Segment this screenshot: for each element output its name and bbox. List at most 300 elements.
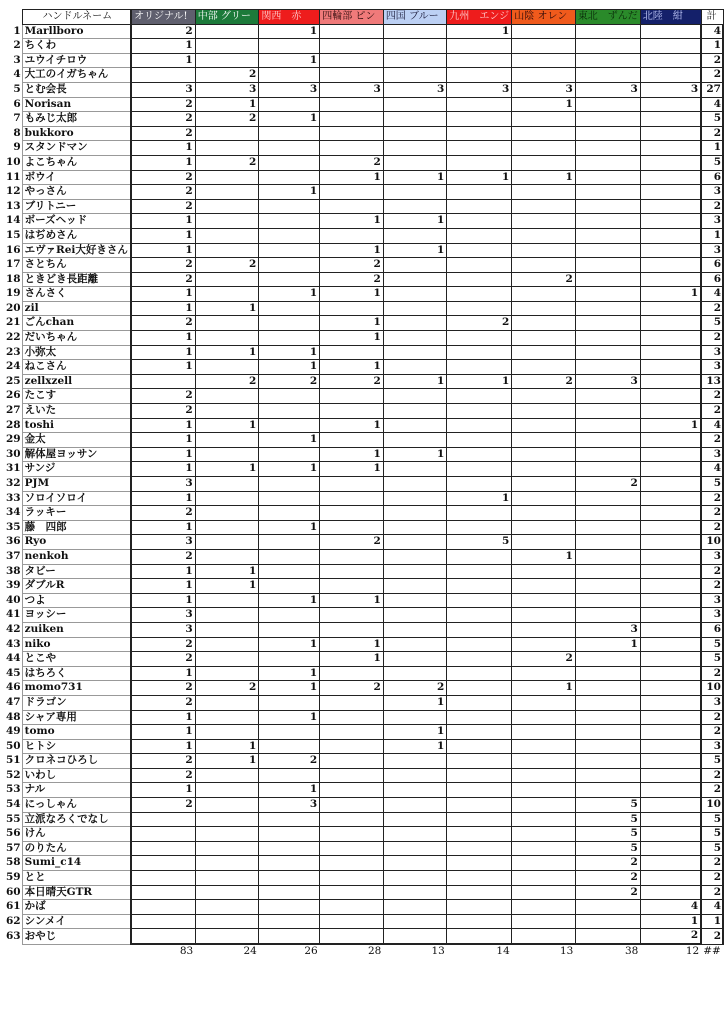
value-cell: 2 xyxy=(575,856,640,871)
value-cell xyxy=(383,389,447,404)
value-cell xyxy=(383,155,447,170)
row-total-cell: 5 xyxy=(701,637,723,652)
value-cell xyxy=(575,535,640,550)
row-number: 44 xyxy=(6,652,21,665)
table-row xyxy=(6,841,723,856)
value-cell: 2 xyxy=(320,535,384,550)
value-cell xyxy=(447,695,512,710)
value-cell: 3 xyxy=(131,477,195,492)
handle-name-cell: だいちゃん xyxy=(22,331,131,346)
value-cell xyxy=(640,637,701,652)
row-total-cell: 27 xyxy=(701,82,723,97)
row-total-cell: 2 xyxy=(701,68,723,83)
row-total-cell: 6 xyxy=(701,170,723,185)
value-cell xyxy=(640,404,701,419)
value-cell xyxy=(259,331,320,346)
row-number: 46 xyxy=(6,681,21,694)
handle-name-cell: 本日晴天GTR xyxy=(22,885,131,900)
value-cell xyxy=(259,272,320,287)
value-cell xyxy=(195,170,259,185)
value-cell xyxy=(320,914,384,929)
value-cell xyxy=(575,258,640,273)
value-cell xyxy=(259,243,320,258)
handle-name-cell: かば xyxy=(22,900,131,915)
table-row xyxy=(6,97,723,112)
value-cell xyxy=(447,112,512,127)
value-cell xyxy=(447,681,512,696)
value-cell xyxy=(320,68,384,83)
value-cell xyxy=(447,754,512,769)
value-cell: 1 xyxy=(640,914,701,929)
value-cell xyxy=(383,885,447,900)
value-cell xyxy=(383,593,447,608)
row-number: 21 xyxy=(6,316,21,329)
value-cell xyxy=(383,97,447,112)
value-cell xyxy=(195,535,259,550)
value-cell xyxy=(320,520,384,535)
value-cell xyxy=(575,564,640,579)
value-cell: 1 xyxy=(131,666,195,681)
row-number: 22 xyxy=(6,331,21,344)
value-cell: 5 xyxy=(575,798,640,813)
value-cell xyxy=(512,506,576,521)
handle-name-cell: ドラゴン xyxy=(22,695,131,710)
handle-name-cell: よこちゃん xyxy=(22,155,131,170)
value-cell xyxy=(575,418,640,433)
value-cell: 5 xyxy=(447,535,512,550)
value-cell: 2 xyxy=(195,155,259,170)
value-cell xyxy=(195,316,259,331)
value-cell: 1 xyxy=(259,287,320,302)
row-total-cell: 6 xyxy=(701,272,723,287)
value-cell: 1 xyxy=(131,155,195,170)
value-cell xyxy=(640,871,701,886)
value-cell xyxy=(259,695,320,710)
value-cell: 1 xyxy=(131,447,195,462)
value-cell xyxy=(447,389,512,404)
value-cell xyxy=(640,535,701,550)
row-total-cell: 3 xyxy=(701,608,723,623)
value-cell xyxy=(447,68,512,83)
value-cell xyxy=(320,871,384,886)
value-cell: 2 xyxy=(131,404,195,419)
table-row xyxy=(6,272,723,287)
table-row xyxy=(6,929,723,944)
value-cell xyxy=(447,739,512,754)
row-number: 38 xyxy=(6,564,21,577)
value-cell xyxy=(447,637,512,652)
handle-name-cell: エヴァRei大好きさん xyxy=(22,243,131,258)
value-cell: 1 xyxy=(512,97,576,112)
value-cell: 1 xyxy=(131,301,195,316)
row-number: 51 xyxy=(6,754,21,767)
table-row xyxy=(6,549,723,564)
value-cell xyxy=(640,53,701,68)
value-cell xyxy=(383,360,447,375)
value-cell: 3 xyxy=(575,622,640,637)
column-total: 12 xyxy=(685,945,700,957)
value-cell xyxy=(640,374,701,389)
value-cell xyxy=(575,316,640,331)
row-number: 23 xyxy=(6,345,21,358)
value-cell xyxy=(259,622,320,637)
row-number: 8 xyxy=(13,126,21,139)
value-cell xyxy=(320,739,384,754)
value-cell: 5 xyxy=(575,827,640,842)
value-cell xyxy=(447,914,512,929)
value-cell xyxy=(195,24,259,39)
value-cell xyxy=(447,287,512,302)
row-total-cell: 3 xyxy=(701,185,723,200)
value-cell: 2 xyxy=(575,871,640,886)
row-total-cell: 2 xyxy=(701,885,723,900)
value-cell: 1 xyxy=(383,170,447,185)
row-number: 33 xyxy=(6,491,21,504)
value-cell xyxy=(575,228,640,243)
value-cell xyxy=(195,622,259,637)
column-total: 24 xyxy=(243,945,257,957)
row-total-cell: 4 xyxy=(701,24,723,39)
value-cell xyxy=(259,549,320,564)
value-cell xyxy=(640,885,701,900)
handle-name-cell: momo731 xyxy=(22,681,131,696)
table-row xyxy=(6,447,723,462)
row-number: 49 xyxy=(6,725,21,738)
table-row xyxy=(6,418,723,433)
row-total-cell: 4 xyxy=(701,462,723,477)
row-number: 48 xyxy=(6,710,21,723)
table-row xyxy=(6,228,723,243)
value-cell xyxy=(512,126,576,141)
value-cell: 1 xyxy=(195,462,259,477)
handle-name-cell: niko xyxy=(22,637,131,652)
handle-name-cell: 大工のイガちゃん xyxy=(22,68,131,83)
value-cell xyxy=(575,768,640,783)
value-cell xyxy=(447,564,512,579)
row-number: 34 xyxy=(6,506,21,519)
handle-name-cell: ソロイソロイ xyxy=(22,491,131,506)
value-cell xyxy=(447,477,512,492)
row-number: 6 xyxy=(13,97,21,110)
value-cell xyxy=(195,389,259,404)
value-cell: 3 xyxy=(131,82,195,97)
value-cell xyxy=(512,360,576,375)
value-cell: 3 xyxy=(131,608,195,623)
value-cell xyxy=(259,141,320,156)
grand-total: ## xyxy=(703,944,721,957)
value-cell: 2 xyxy=(131,170,195,185)
table-row xyxy=(6,185,723,200)
value-cell xyxy=(512,739,576,754)
value-cell xyxy=(195,608,259,623)
column-total: 28 xyxy=(367,945,382,957)
value-cell xyxy=(320,112,384,127)
handle-name-cell: おやじ xyxy=(22,929,131,944)
value-cell xyxy=(320,725,384,740)
value-cell xyxy=(512,914,576,929)
value-cell: 1 xyxy=(131,360,195,375)
value-cell xyxy=(383,477,447,492)
row-total-cell: 6 xyxy=(701,622,723,637)
row-total-cell: 5 xyxy=(701,812,723,827)
row-number: 63 xyxy=(6,929,21,942)
value-cell: 1 xyxy=(320,652,384,667)
value-cell xyxy=(575,739,640,754)
value-cell: 1 xyxy=(259,53,320,68)
value-cell xyxy=(640,739,701,754)
row-number: 15 xyxy=(6,228,21,241)
value-cell xyxy=(195,53,259,68)
value-cell xyxy=(447,885,512,900)
value-cell xyxy=(195,725,259,740)
table-row xyxy=(6,622,723,637)
value-cell: 1 xyxy=(131,564,195,579)
value-cell: 1 xyxy=(447,374,512,389)
value-cell xyxy=(195,433,259,448)
value-cell xyxy=(259,199,320,214)
table-row xyxy=(6,389,723,404)
value-cell: 1 xyxy=(259,112,320,127)
value-cell xyxy=(320,564,384,579)
value-cell xyxy=(383,783,447,798)
value-cell xyxy=(512,491,576,506)
value-cell xyxy=(195,549,259,564)
value-cell: 2 xyxy=(383,681,447,696)
value-cell xyxy=(512,710,576,725)
value-cell: 1 xyxy=(320,593,384,608)
value-cell xyxy=(512,798,576,813)
handle-name-cell: さんさく xyxy=(22,287,131,302)
table-row xyxy=(6,914,723,929)
value-cell: 1 xyxy=(259,360,320,375)
row-number: 62 xyxy=(6,914,21,927)
value-cell xyxy=(575,695,640,710)
value-cell: 1 xyxy=(131,243,195,258)
value-cell xyxy=(131,856,195,871)
row-number: 18 xyxy=(6,272,21,285)
value-cell xyxy=(259,856,320,871)
value-cell xyxy=(447,97,512,112)
value-cell xyxy=(447,447,512,462)
row-total-cell: 4 xyxy=(701,900,723,915)
value-cell: 1 xyxy=(131,228,195,243)
value-cell xyxy=(575,914,640,929)
value-cell xyxy=(195,141,259,156)
value-cell: 1 xyxy=(320,214,384,229)
value-cell xyxy=(195,900,259,915)
row-total-cell: 2 xyxy=(701,725,723,740)
value-cell xyxy=(575,900,640,915)
handle-name-cell: もみじ太郎 xyxy=(22,112,131,127)
handle-name-cell: とむ会長 xyxy=(22,82,131,97)
row-number-header xyxy=(6,10,22,25)
table-row xyxy=(6,82,723,97)
value-cell xyxy=(383,433,447,448)
value-cell xyxy=(640,666,701,681)
value-cell: 1 xyxy=(131,214,195,229)
row-total-cell: 4 xyxy=(701,97,723,112)
value-cell: 2 xyxy=(131,637,195,652)
value-cell xyxy=(575,491,640,506)
handle-name-cell: ときどき長距離 xyxy=(22,272,131,287)
value-cell xyxy=(447,710,512,725)
value-cell xyxy=(383,666,447,681)
table-row xyxy=(6,637,723,652)
value-cell xyxy=(195,914,259,929)
handle-name-cell: サンジ xyxy=(22,462,131,477)
value-cell xyxy=(575,681,640,696)
value-cell xyxy=(320,477,384,492)
value-cell xyxy=(383,856,447,871)
row-number: 4 xyxy=(13,68,21,81)
row-number: 16 xyxy=(6,243,21,256)
handle-name-cell: ヨッシー xyxy=(22,608,131,623)
value-cell xyxy=(447,827,512,842)
row-total-cell: 2 xyxy=(701,564,723,579)
value-cell xyxy=(640,827,701,842)
value-cell: 1 xyxy=(259,24,320,39)
row-total-cell: 2 xyxy=(701,871,723,886)
value-cell xyxy=(447,725,512,740)
value-cell: 2 xyxy=(131,549,195,564)
handle-name-cell: nenkoh xyxy=(22,549,131,564)
value-cell xyxy=(320,404,384,419)
value-cell xyxy=(383,491,447,506)
value-cell: 2 xyxy=(131,768,195,783)
table-row xyxy=(6,725,723,740)
value-cell: 1 xyxy=(640,287,701,302)
value-cell xyxy=(575,185,640,200)
row-total-cell: 2 xyxy=(701,433,723,448)
value-cell xyxy=(383,914,447,929)
row-number: 3 xyxy=(13,53,21,66)
value-cell xyxy=(640,447,701,462)
row-number: 12 xyxy=(6,185,21,198)
handle-name-cell: ブリトニー xyxy=(22,199,131,214)
table-row xyxy=(6,900,723,915)
value-cell xyxy=(640,141,701,156)
value-cell xyxy=(447,506,512,521)
value-cell xyxy=(640,841,701,856)
table-row xyxy=(6,871,723,886)
value-cell: 1 xyxy=(131,710,195,725)
value-cell: 2 xyxy=(131,754,195,769)
value-cell xyxy=(259,739,320,754)
value-cell xyxy=(195,520,259,535)
row-number: 24 xyxy=(6,360,21,373)
row-total-cell: 2 xyxy=(701,710,723,725)
value-cell xyxy=(195,331,259,346)
row-total-cell: 5 xyxy=(701,477,723,492)
value-cell xyxy=(320,929,384,944)
value-cell: 1 xyxy=(131,141,195,156)
value-cell: 1 xyxy=(447,24,512,39)
value-cell xyxy=(320,798,384,813)
value-cell xyxy=(259,228,320,243)
column-header: オリジナル! xyxy=(131,10,195,25)
column-header: 東北 ずんだ xyxy=(575,10,640,25)
value-cell xyxy=(575,929,640,944)
value-cell: 1 xyxy=(512,681,576,696)
value-cell xyxy=(575,360,640,375)
value-cell xyxy=(640,68,701,83)
value-cell xyxy=(640,170,701,185)
value-cell xyxy=(383,404,447,419)
value-cell xyxy=(512,243,576,258)
value-cell xyxy=(512,287,576,302)
value-cell xyxy=(383,900,447,915)
value-cell xyxy=(259,316,320,331)
handle-name-cell: タビー xyxy=(22,564,131,579)
table-row xyxy=(6,477,723,492)
value-cell xyxy=(447,360,512,375)
table-row xyxy=(6,126,723,141)
value-cell xyxy=(640,331,701,346)
row-number: 35 xyxy=(6,520,21,533)
handle-name-cell: Norisan xyxy=(22,97,131,112)
value-cell xyxy=(447,783,512,798)
value-cell xyxy=(447,768,512,783)
value-cell xyxy=(383,185,447,200)
value-cell xyxy=(512,228,576,243)
value-cell xyxy=(640,39,701,54)
value-cell: 1 xyxy=(383,243,447,258)
handle-name-cell: tomo xyxy=(22,725,131,740)
row-total-cell: 5 xyxy=(701,754,723,769)
handle-name-cell: ユウイチロウ xyxy=(22,53,131,68)
row-number: 13 xyxy=(6,199,21,212)
value-cell xyxy=(195,243,259,258)
value-cell xyxy=(447,549,512,564)
value-cell xyxy=(575,331,640,346)
handle-name-cell: シンメイ xyxy=(22,914,131,929)
table-row xyxy=(6,535,723,550)
value-cell xyxy=(259,418,320,433)
value-cell: 2 xyxy=(320,681,384,696)
value-cell: 2 xyxy=(195,258,259,273)
value-cell xyxy=(383,228,447,243)
value-cell xyxy=(259,506,320,521)
value-cell xyxy=(640,564,701,579)
value-cell: 3 xyxy=(259,798,320,813)
handle-name-cell: スタンドマン xyxy=(22,141,131,156)
value-cell xyxy=(640,228,701,243)
value-cell xyxy=(320,768,384,783)
value-cell xyxy=(640,477,701,492)
table-row xyxy=(6,462,723,477)
value-cell xyxy=(131,871,195,886)
row-number: 20 xyxy=(6,301,21,314)
value-cell xyxy=(640,579,701,594)
value-cell xyxy=(512,301,576,316)
value-cell xyxy=(512,185,576,200)
value-cell xyxy=(640,301,701,316)
value-cell xyxy=(320,24,384,39)
table-row xyxy=(6,316,723,331)
row-number: 10 xyxy=(6,155,21,168)
value-cell xyxy=(131,885,195,900)
value-cell xyxy=(512,725,576,740)
table-row xyxy=(6,506,723,521)
value-cell xyxy=(640,608,701,623)
value-cell: 3 xyxy=(131,622,195,637)
value-cell xyxy=(195,885,259,900)
value-cell: 1 xyxy=(131,345,195,360)
value-cell: 1 xyxy=(575,637,640,652)
value-cell: 1 xyxy=(131,491,195,506)
row-total-cell: 5 xyxy=(701,112,723,127)
value-cell: 1 xyxy=(131,39,195,54)
